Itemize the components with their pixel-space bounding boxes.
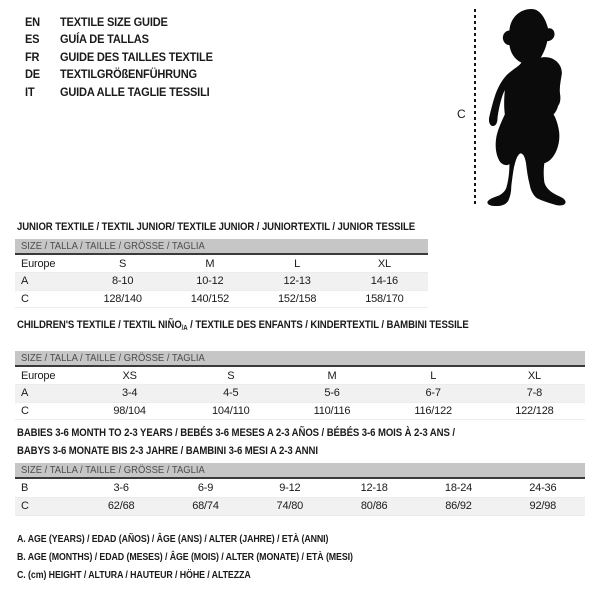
table-cell: 152/158 [277,292,317,305]
language-title: TEXTILGRÖßENFÜHRUNG [59,67,197,82]
children-table-title: CHILDREN'S TEXTILE / TEXTIL $NIÑO_{/A}$ / TEXTILE DES ENFANTS / KINDERTEXTIL / BAMBINI TESSILE [17,319,469,332]
table-cell: Europe [21,369,56,382]
language-code: ES [25,32,40,47]
table-cell: 14-16 [370,275,398,288]
junior-size-table [15,239,428,308]
language-code: EN [25,14,40,29]
language-line [25,66,213,84]
table-cell: XL [377,257,391,270]
table-row [15,255,428,273]
note-c: C. (cm) HEIGHT / ALTURA / HAUTEUR / HÖHE / ALTEZZA [17,568,251,581]
note-b: B. AGE (MONTHS) / EDAD (MESES) / ÂGE (MOIS) / ALTER (MONATE) / ETÀ (MESI) [17,550,353,563]
language-code: IT [25,84,35,99]
language-title: GUÍA DE TALLAS [59,32,149,47]
table-cell: 122/128 [515,404,554,417]
table-cell: 8-10 [112,275,134,288]
table-cell: 110/116 [313,404,351,417]
subscript-text: /A [181,325,188,332]
table-cell: 12-18 [360,481,388,494]
language-title: GUIDA ALLE TAGLIE TESSILI [59,84,210,99]
table-row [15,273,428,291]
babies-table-title: BABIES 3-6 MONTH TO 2-3 YEARS / BEBÉS 3-6 MESES A 2-3 AÑOS / BÉBÉS 3-6 MOIS À 2-3 ANS / BABYS 3-6 MONATE BIS 2-3 JAHRE / BAMBINI 3-6 MESI A 2-3 ANNI [17,427,455,457]
table-row [15,402,585,420]
table-cell: A [21,387,29,400]
table-cell: L [294,257,301,270]
size-header-bar: SIZE / TALLA / TAILLE / GRÖSSE / TAGLIA [15,351,585,367]
table-cell: 104/110 [212,404,250,417]
table-cell: 10-12 [196,275,224,288]
language-title: TEXTILE SIZE GUIDE [59,14,168,29]
table-cell: 62/68 [107,500,135,512]
table-cell: B [21,481,29,494]
table-cell: C [21,404,29,417]
toddler-silhouette-image [480,9,572,208]
table-cell: 5-6 [324,387,340,400]
height-measure-label: C [457,107,466,121]
junior-table-title: JUNIOR TEXTILE / TEXTIL JUNIOR/ TEXTILE JUNIOR / JUNIORTEXTIL / JUNIOR TESSILE [17,221,416,233]
language-code: DE [25,67,40,82]
table-cell: 128/140 [103,292,142,305]
table-cell: C [21,292,29,305]
table-cell: M [327,369,337,382]
table-row [15,497,585,515]
table-cell: 6-9 [197,481,214,494]
language-title-block [25,13,229,101]
table-cell: 18-24 [444,481,473,494]
table-cell: S [119,257,127,270]
language-line [25,48,213,66]
table-cell: Europe [21,257,56,270]
table-cell: 6-7 [425,387,441,400]
table-cell: 7-8 [526,387,543,400]
table-cell: 80/86 [360,500,388,512]
table-row [15,367,585,385]
table-cell: 86/92 [445,500,472,512]
language-line [25,31,213,49]
table-row [15,385,585,403]
table-cell: 9-12 [279,481,301,494]
table-cell: XL [527,369,541,382]
table-cell: XS [122,369,137,382]
height-measure-dashed-line [474,9,476,207]
size-header-bar: SIZE / TALLA / TAILLE / GRÖSSE / TAGLIA [15,239,428,255]
language-line [25,13,213,31]
language-title: GUIDE DES TAILLES TEXTILE [59,49,213,64]
table-cell: M [205,257,215,270]
table-cell: 3-4 [121,387,138,400]
table-cell: L [430,369,437,382]
table-cell: 116/122 [414,404,452,417]
table-cell: 24-36 [529,481,557,494]
table-cell: 158/170 [365,292,404,305]
note-a: A. AGE (YEARS) / EDAD (AÑOS) / ÂGE (ANS) / ALTER (JAHRE) / ETÀ (ANNI) [17,533,329,545]
table-cell: S [227,369,235,382]
table-cell: 3-6 [113,481,129,494]
size-header-bar: SIZE / TALLA / TAILLE / GRÖSSE / TAGLIA [15,463,585,479]
table-cell: 4-5 [223,387,239,400]
children-size-table [15,351,585,420]
table-cell: 74/80 [276,500,304,512]
language-code: FR [25,49,40,64]
babies-size-table [15,463,585,516]
language-line [25,83,213,101]
table-cell: 98/104 [113,404,146,417]
table-cell: A [21,275,29,288]
table-cell: 92/98 [529,500,557,512]
table-cell: C [21,500,29,512]
table-cell: 12-13 [283,275,311,288]
table-cell: 140/152 [190,292,230,305]
table-row [15,479,585,497]
table-row [15,290,428,308]
legend-notes [17,533,417,586]
table-cell: 68/74 [192,500,219,512]
